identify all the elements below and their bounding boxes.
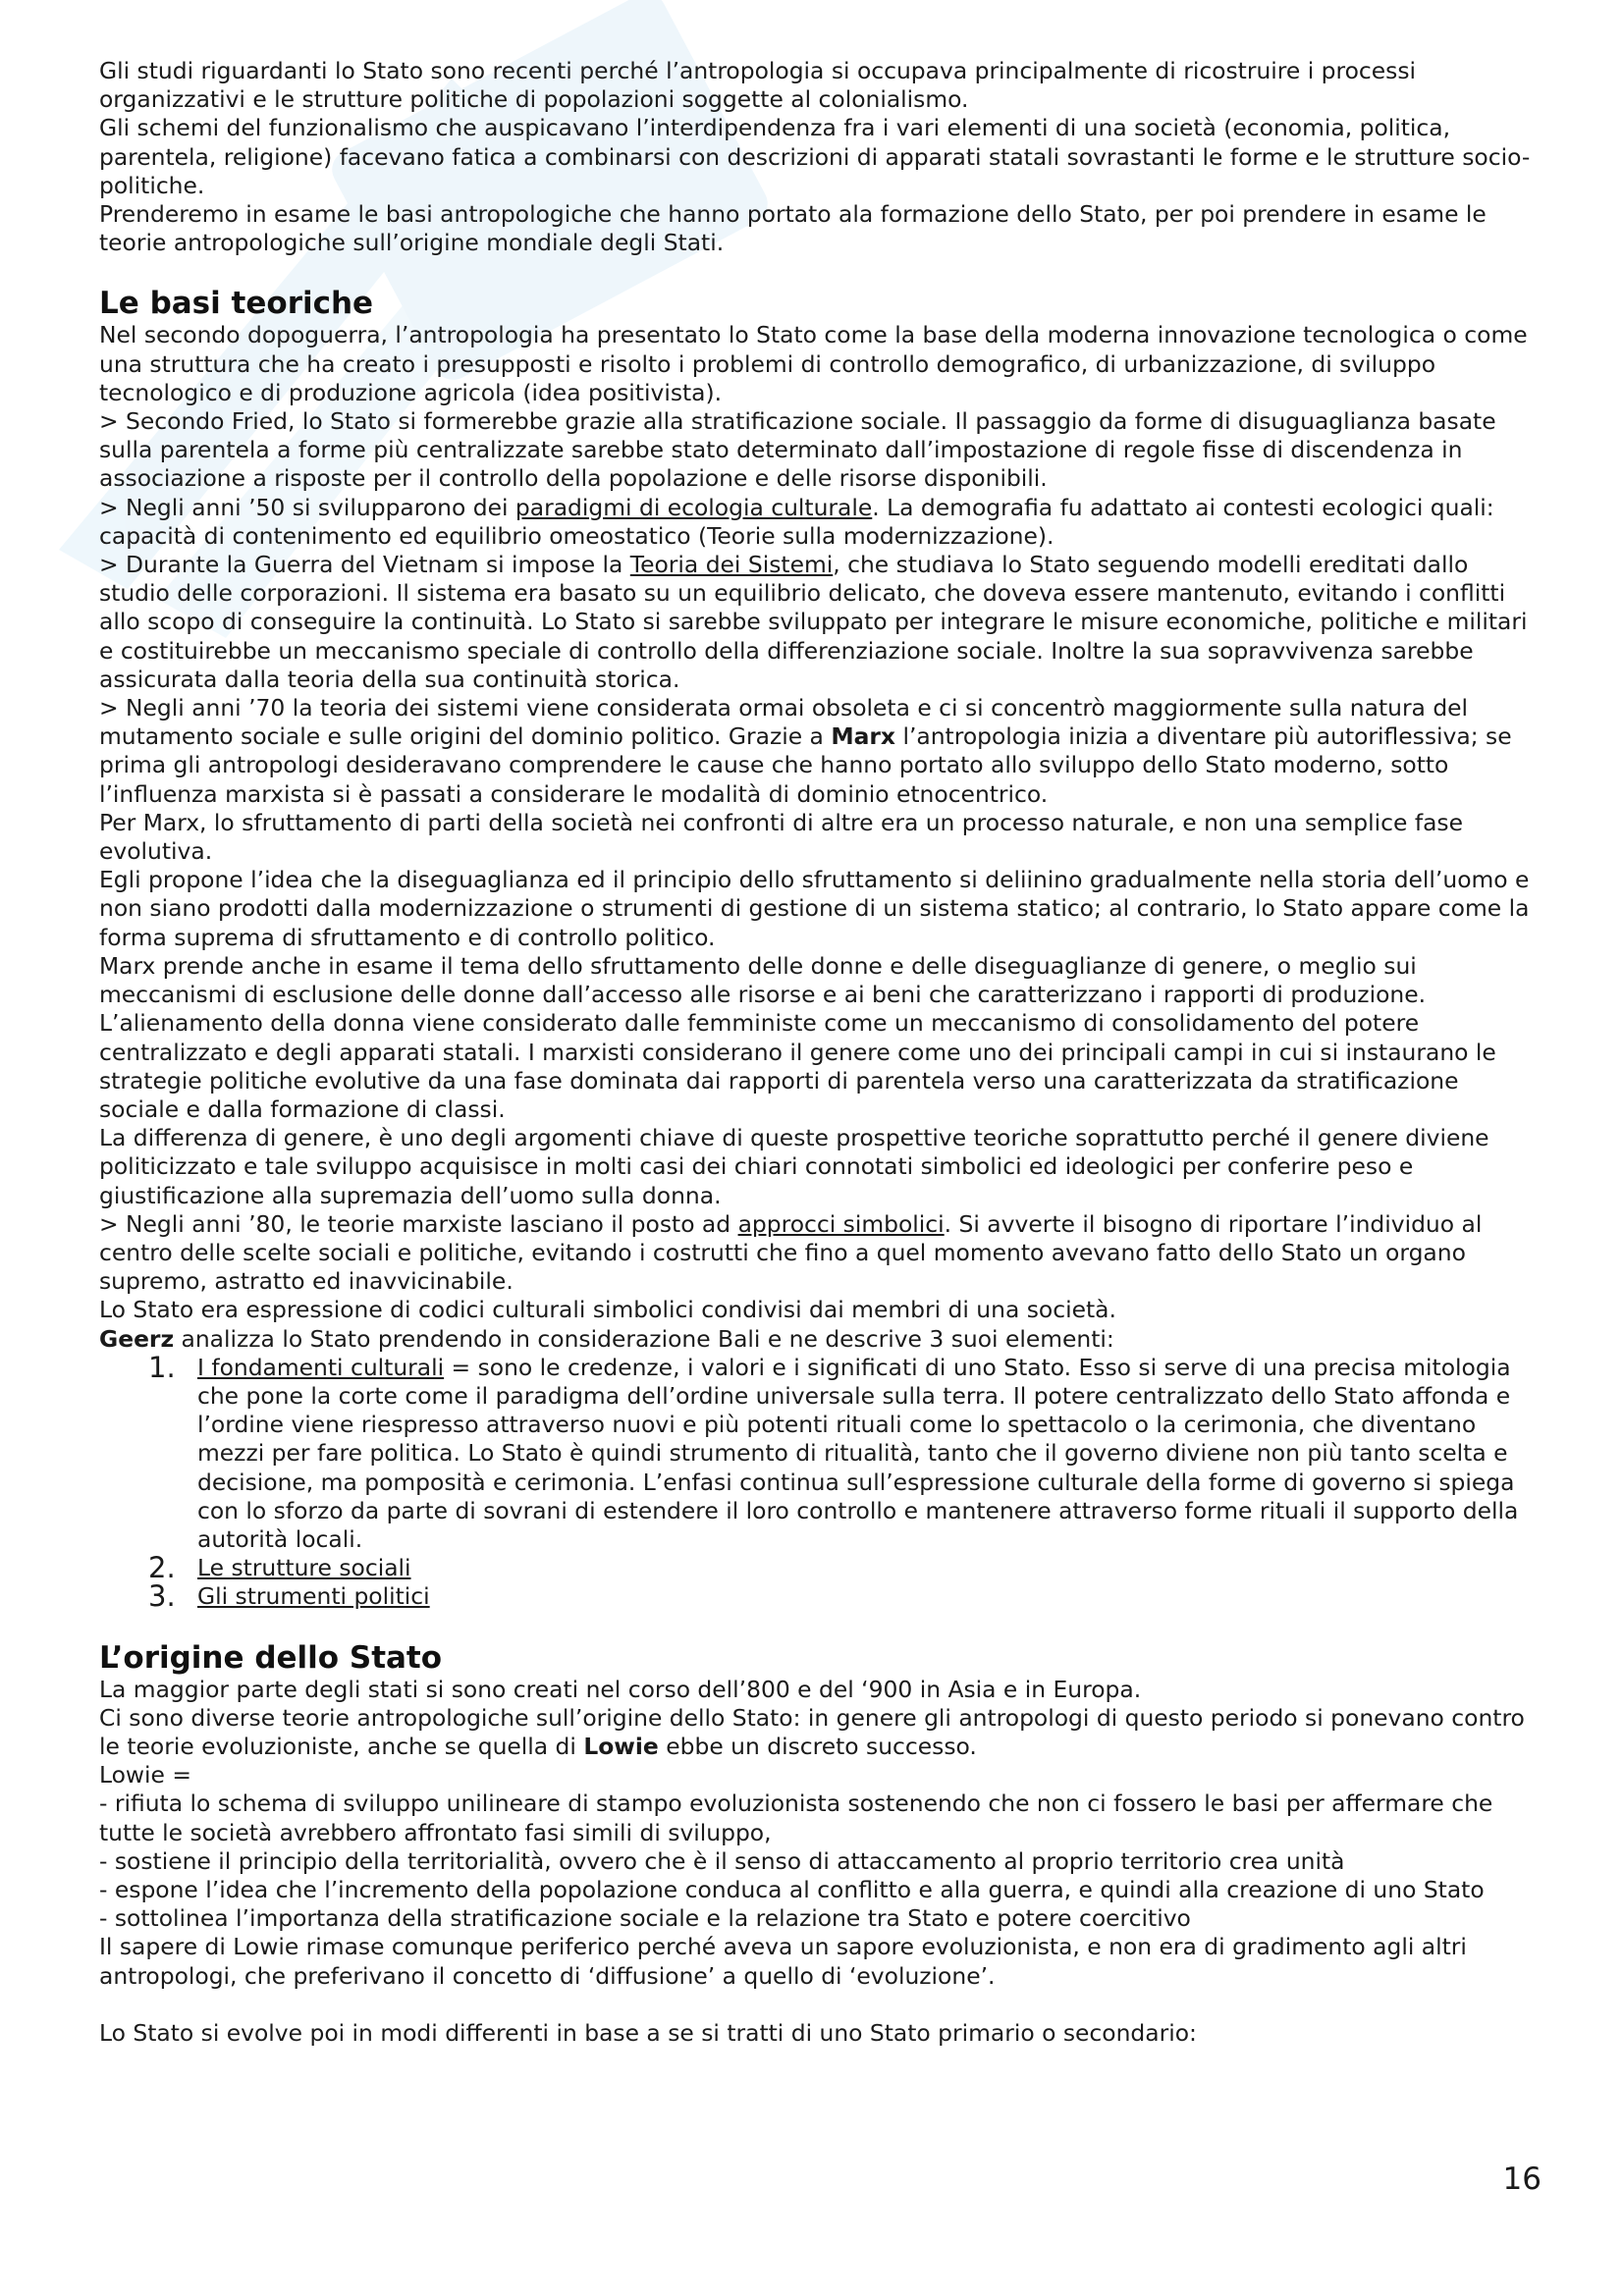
paragraph-genere: Marx prende anche in esame il tema dello sfruttamento delle donne e delle diseguaglianze di genere, o meglio sui meccanismi di esclusione delle donne dall’accesso alle risorse e ai beni che caratterizzano i rapporti di produzione. L’alienamento della donna viene considerato dalle femministe come un meccanismo di consolidamento del potere centralizzato e degli apparati statali. I marxisti considerano il genere come uno dei principali campi in cui si instaurano le strategie politiche evolutive da una fase dominata dai rapporti di parentela verso una caratterizzata da stratificazione sociale e dalla formazione di classi. [99,951,1496,1123]
text-run: l’antropologia inizia a diventare più autoriflessiva; se prima gli antropologi desideravano comprendere le cause che hanno portato allo sviluppo dello Stato moderno, sotto l’influenza marxista si è passati a considerare le modalità di dominio etnocentrico. [99,722,1512,808]
paragraph-lowie-point-3: - espone l’idea che l’incremento della popolazione conduca al conflitto e alla guerra, e quindi alla creazione di uno Stato [99,1875,1485,1903]
text-run: ebbe un discreto successo. [658,1732,977,1760]
paragraph-lowie-label: Lowie = [99,1761,191,1789]
text-run: Ci sono diverse teorie antropologiche sull’origine dello Stato: in genere gli antropologi di questo periodo si ponevano contro le teorie evoluzioniste, anche se quella di [99,1703,1525,1760]
list-item-text: = sono le credenze, i valori e i significati di uno Stato. Esso si serve di una precisa mitologia che pone la corte come il paradigma dell’ordine universale sulla terra. Il potere centralizzato dello Stato affonda e l’ordine viene riespresso attraverso nuovi e più potenti rituali come lo spettacolo o la cerimonia, che diventano mezzi per fare politica. Lo Stato è quindi strumento di ritualità, tanto che il governo diviene non più tanto scelta e decisione, ma pomposità e cerimonia. L’enfasi continua sull’espressione culturale della forme di governo si spiega con lo sforzo da parte di sovrani di estendere il loro controllo e mantenere attraverso forme rituali il supporto della autorità locali. [197,1353,1519,1553]
text-run: , che studiava lo Stato seguendo modelli ereditati dallo studio delle corporazioni. Il sistema era basato su un equilibrio delicato, che doveva essere mantenuto, evitando i conflitti allo scopo di conseguire la continuità. Lo Stato si sarebbe sviluppato per integrare le misure economiche, politiche e militari e costituirebbe un meccanismo speciale di controllo della differenziazione sociale. Inoltre la sua sopravvivenza sarebbe assicurata dalla teoria della sua continuità storica. [99,551,1528,693]
paragraph-geerz [99,1325,1541,1354]
paragraph-codici-culturali: Lo Stato era espressione di codici culturali simbolici condivisi dai membri di una società. [99,1296,1116,1324]
list-item-label: Le strutture sociali [197,1554,411,1582]
paragraph-anni-80 [99,1210,1541,1297]
intro-paragraph-2: Gli schemi del funzionalismo che auspicavano l’interdipendenza fra i vari elementi di una società (economia, politica, parentela, religione) facevano fatica a combinarsi con descrizioni di apparati statali sovrastanti le forme e le strutture socio-politiche. [99,114,1531,199]
underlined-term: Teoria dei Sistemi [629,551,834,579]
document-body [99,57,1541,2048]
text-run: > Durante la Guerra del Vietnam si impose la [99,551,630,579]
section-heading-origine-stato: L’origine dello Stato [99,1639,443,1676]
bold-term: Lowie [583,1732,659,1760]
list-item-label: Gli strumenti politici [197,1582,430,1611]
paragraph-lowie-point-2: - sostiene il principio della territorialità, ovvero che è il senso di attaccamento al proprio territorio crea unità [99,1846,1345,1875]
paragraph-sapere-lowie: Il sapere di Lowie rimase comunque periferico perché aveva un sapore evoluzionista, e non era di gradimento agli altri antropologi, che preferivano il concetto di ‘diffusione’ a quello di ‘evoluzione’. [99,1933,1467,1990]
underlined-term: approcci simbolici [737,1209,945,1238]
list-item-label: I fondamenti culturali [197,1353,445,1381]
text-run: > Negli anni ’50 si svilupparono dei [99,493,515,521]
bold-term: Geerz [99,1324,175,1353]
intro-paragraph-1: Gli studi riguardanti lo Stato sono recenti perché l’antropologia si occupava principalmente di ricostruire i processi organizzativi e le strutture politiche di popolazioni soggette al colonialismo. [99,57,1417,114]
paragraph-dopoguerra: Nel secondo dopoguerra, l’antropologia ha presentato lo Stato come la base della moderna innovazione tecnologica o come una struttura che ha creato i presupposti e risolto i problemi di controllo demografico, di urbanizzazione, di sviluppo tecnologico e di produzione agricola (idea positivista). [99,321,1528,406]
paragraph-fried: > Secondo Fried, lo Stato si formerebbe grazie alla stratificazione sociale. Il passaggio da forme di disuguaglianza basate sulla parentela a forme più centralizzate sarebbe stato determinato dall’impostazione di regole fisse di discendenza in associazione a risposte per il controllo della popolazione e delle risorse disponibili. [99,407,1496,493]
text-run: > Negli anni ’70 la teoria dei sistemi viene considerata ormai obsoleta e ci si concentrò maggiormente sulla natura del mutamento sociale e sulle origini del dominio politico. Grazie a [99,694,1469,751]
text-run: . Si avverte il bisogno di riportare l’individuo al centro delle scelte sociali e politiche, evitando i costrutti che fino a quel momento avevano fatto dello Stato un organo supremo, astratto ed inavvicinabile. [99,1209,1483,1296]
text-run: . La demografia fu adattato ai contesti ecologici quali: capacità di contenimento ed equilibrio omeostatico (Teorie sulla modernizzazione). [99,493,1494,550]
paragraph-vietnam [99,551,1541,694]
text-run: > Negli anni ’80, le teorie marxiste lasciano il posto ad [99,1209,738,1238]
section-heading-basi-teoriche: Le basi teoriche [99,286,374,322]
geerz-elements-list [99,1350,1541,1614]
paragraph-anni-50 [99,494,1541,551]
paragraph-lowie-point-1: - rifiuta lo schema di sviluppo unilineare di stampo evoluzionista sostenendo che non ci fossero le basi per affermare che tutte le società avrebbero affrontato fasi simili di sviluppo, [99,1789,1493,1846]
paragraph-marx-sfruttamento: Per Marx, lo sfruttamento di parti della società nei confronti di altre era un processo naturale, e non una semplice fase evolutiva. [99,808,1463,866]
list-item [148,1551,1541,1585]
paragraph-diseguaglianza: Egli propone l’idea che la diseguaglianza ed il principio dello sfruttamento si deliinino gradualmente nella storia dell’uomo e non siano prodotti dalla modernizzazione o strumenti di gestione di un sistema statico; al contrario, lo Stato appare come la forma suprema di sfruttamento e di controllo politico. [99,866,1530,951]
page-number: 16 [1502,2162,1542,2197]
underlined-term: paradigmi di ecologia culturale [514,493,873,521]
paragraph-stato-primario-secondario: Lo Stato si evolve poi in modi differenti in base a se si tratti di uno Stato primario o secondario: [99,2018,1197,2047]
blank-line [99,1991,1541,2019]
paragraph-stati-800: La maggior parte degli stati si sono creati nel corso dell’800 e del ‘900 in Asia e in Europa. [99,1675,1142,1703]
paragraph-teorie-origine [99,1704,1541,1761]
list-number: 2. [148,1551,176,1585]
bold-term: Marx [831,722,896,751]
text-run: analizza lo Stato prendendo in considerazione Bali e ne descrive 3 suoi elementi: [174,1324,1114,1353]
paragraph-anni-70 [99,694,1541,809]
list-item [148,1579,1541,1614]
intro-paragraph-3: Prenderemo in esame le basi antropologiche che hanno portato ala formazione dello Stato, per poi prendere in esame le teorie antropologiche sull’origine mondiale degli Stati. [99,200,1487,257]
paragraph-lowie-point-4: - sottolinea l’importanza della stratificazione sociale e la relazione tra Stato e potere coercitivo [99,1904,1191,1933]
paragraph-differenza-genere: La differenza di genere, è uno degli argomenti chiave di queste prospettive teoriche soprattutto perché il genere diviene politicizzato e tale sviluppo acquisisce in molti casi dei chiari connotati simbolici ed ideologici per conferire peso e giustificazione alla supremazia dell’uomo sulla donna. [99,1124,1489,1209]
list-number: 3. [148,1579,176,1614]
list-item [148,1350,1541,1554]
list-number: 1. [148,1350,176,1384]
